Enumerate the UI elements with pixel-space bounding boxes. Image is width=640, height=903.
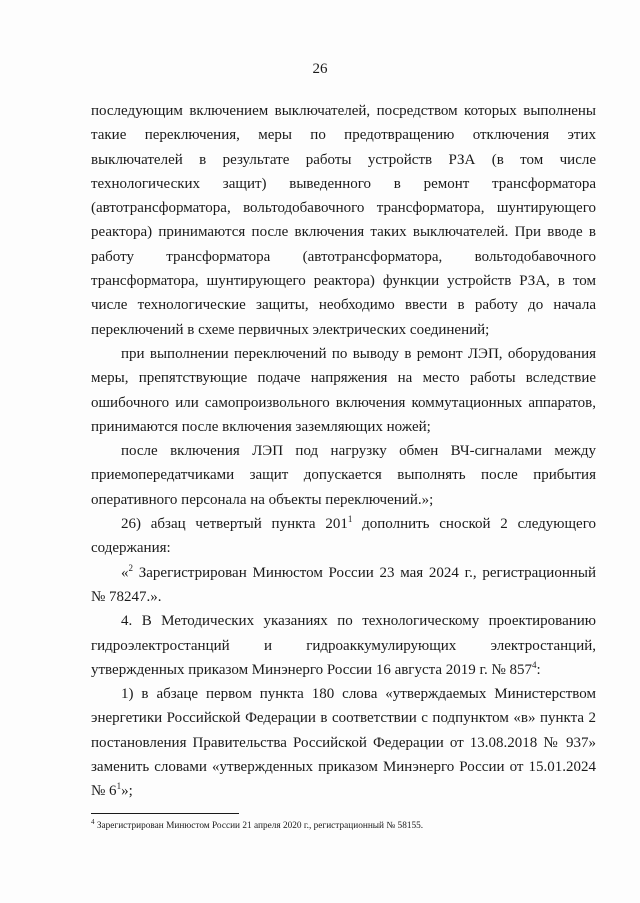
footnote: [91, 820, 596, 832]
paragraph-6-text: 4. В Методических указаниях по технологическому проектированию гидроэлектростанций и гидроаккумулирующих электростанций, утвержденных приказом Минэнерго России 16 августа 2019 г. № 857: [91, 613, 596, 678]
footnote-ref: 4: [532, 659, 537, 670]
paragraph-7-text: 1) в абзаце первом пункта 180 слова «утверждаемых Министерством энергетики Российской Федерации в соответствии с подпунктом «в» пункта 2 постановления Правительства Российской Федерации от 13.08.2018 № 937» заменить словами «утвержденных приказом Минэнерго России от 15.01.2024 № 6: [91, 686, 596, 800]
body-text: [91, 99, 596, 804]
paragraph-5: [91, 561, 596, 610]
footnote-ref: 1: [116, 781, 122, 792]
footnote-ref: 2: [128, 562, 133, 573]
paragraph-4: [91, 512, 596, 561]
footnote-text: Зарегистрирован Минюстом России 21 апреля 2020 г., регистрационный № 58155.: [94, 821, 424, 831]
paragraph-4-tail: дополнить сноской 2 следующего содержания:: [91, 516, 596, 557]
paragraph-7-tail: »;: [121, 783, 133, 800]
paragraph-6: [91, 609, 596, 682]
footnote-divider: [91, 813, 239, 814]
paragraph-1: последующим включением выключателей, посредством которых выполнены такие переключения, меры по предотвращению отключения этих выключателей в результате работы устройств РЗА (в том числе технологических защит) выведенного в ремонт трансформатора (автотрансформатора, вольтодобавочного трансформатора, шунтирующего реактора) принимаются после включения таких выключателей. При вводе в работу трансформатора (автотрансформатора, вольтодобавочного трансформатора, шунтирующего реактора) функции устройств РЗА, в том числе технологические защиты, необходимо ввести в работу до начала переключений в схеме первичных электрических соединений;: [91, 103, 596, 338]
paragraph-4-text: 26) абзац четвертый пункта 201: [121, 516, 348, 533]
page-number: 26: [312, 61, 328, 77]
paragraph-5-text: Зарегистрирован Минюстом России 23 мая 2024 г., регистрационный № 78247.».: [91, 564, 596, 605]
paragraph-5-open-quote: «: [121, 564, 129, 581]
paragraph-6-tail: :: [536, 661, 541, 678]
paragraph-7: [91, 682, 596, 803]
footnote-ref: 1: [347, 514, 353, 525]
paragraph-2: при выполнении переключений по выводу в ремонт ЛЭП, оборудования меры, препятствующие подаче напряжения на место работы вследствие ошибочного или самопроизвольного включения коммутационных аппаратов, принимаются после включения заземляющих ножей;: [91, 345, 596, 435]
footnote-marker: 4: [91, 818, 95, 826]
paragraph-3: после включения ЛЭП под нагрузку обмен ВЧ-сигналами между приемопередатчиками защит допускается выполнять после прибытия оперативного персонала на объекты переключений.»;: [91, 443, 596, 508]
